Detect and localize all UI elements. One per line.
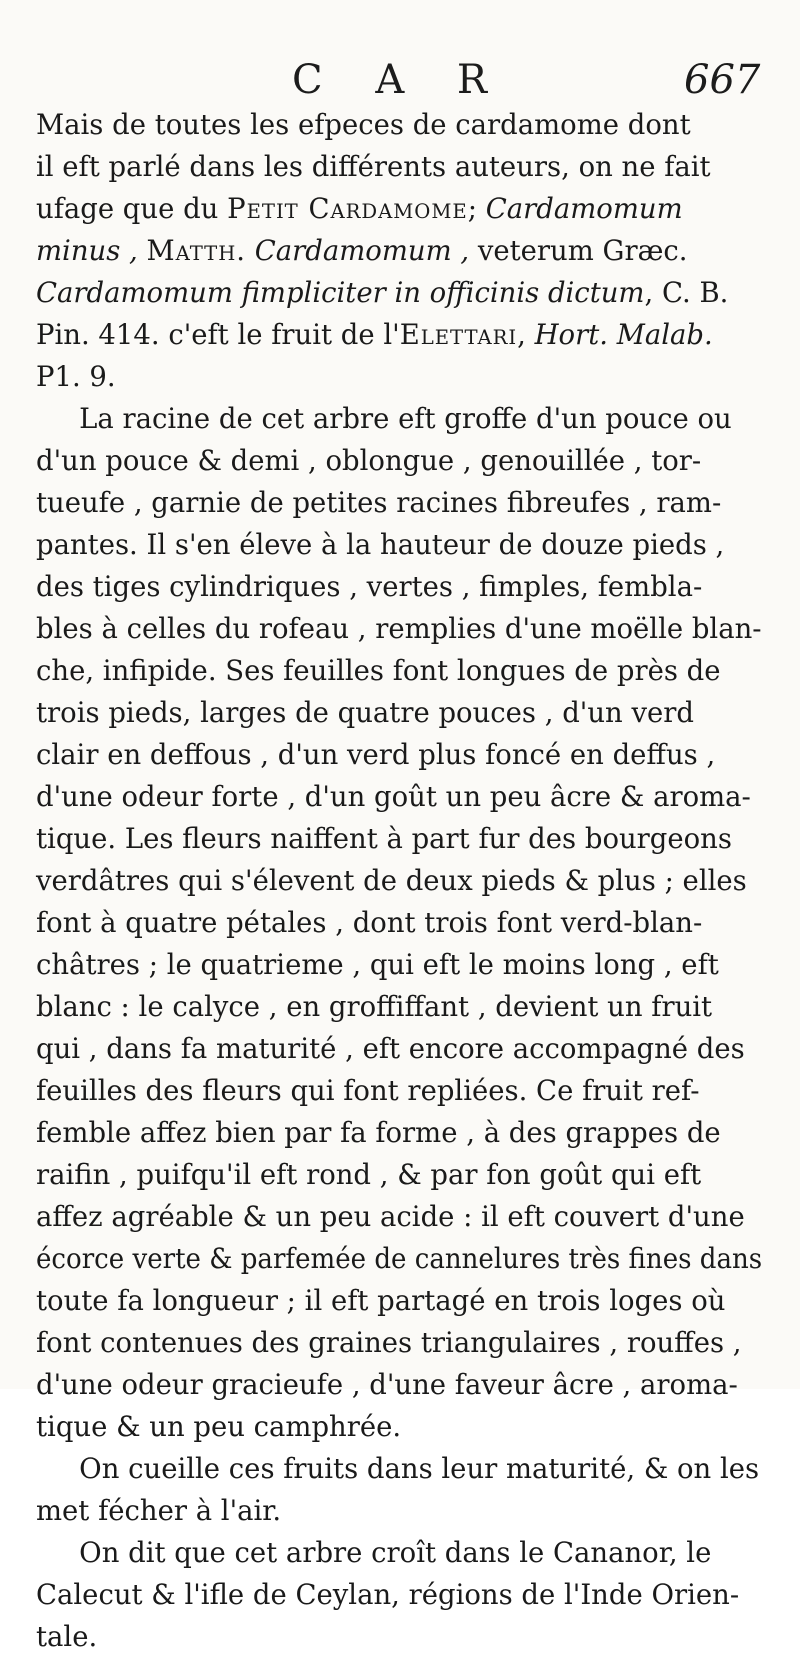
text-run: tique. Les fleurs naiffent à part fur des bourgeons [36,822,732,855]
page-header [0,58,800,108]
text-run: clair en deffous , d'un verd plus foncé en deffus , [36,738,716,771]
text-line [36,734,762,776]
page-number: 667 [684,57,761,103]
text-line [36,1028,762,1070]
text-line [36,818,762,860]
text-run: P1. 9. [36,360,116,393]
text-run: d'un pouce & demi , oblongue , genouillée , tor- [36,444,702,477]
text-line [36,1364,762,1406]
text-run: feuilles des fleurs qui font repliées. Ce fruit ref- [36,1074,700,1107]
text-run: minus , [36,234,147,267]
text-run: trois pieds, larges de quatre pouces , d'un verd [36,696,694,729]
text-line [36,692,762,734]
text-line [36,398,762,440]
text-run: affez agréable & un peu acide : il eft couvert d'une [36,1200,745,1233]
text-run: des tiges cylindriques , vertes , fimples, fembla- [36,570,703,603]
text-run: Cardamomum , [254,234,470,267]
text-run: , C. B. [644,276,729,309]
text-line [36,230,762,272]
text-run: Pin. 414. c'eft le fruit de l' [36,318,400,351]
text-line [36,1322,762,1364]
text-run: bles à celles du rofeau , remplies d'une moëlle blan- [36,612,762,645]
text-run: pantes. Il s'en éleve à la hauteur de douze pieds , [36,528,725,561]
text-line [36,272,762,314]
text-run: met fécher à l'air. [36,1494,282,1527]
text-line [36,1532,762,1574]
text-run: La racine de cet arbre eft groffe d'un pouce ou [79,402,732,435]
text-line [36,902,762,944]
text-line [36,986,762,1028]
text-line [36,608,762,650]
text-run: Mais de toutes les efpeces de cardamome dont [36,108,691,141]
text-run: Matth. [146,234,247,267]
text-run [246,234,255,267]
text-line [36,1196,762,1238]
text-run: On cueille ces fruits dans leur maturité, & on les [79,1452,760,1485]
text-line [36,1070,762,1112]
text-run: , [517,318,535,351]
text-line [36,1406,762,1448]
text-run: d'une odeur gracieufe , d'une faveur âcre , aroma- [36,1368,738,1401]
text-run: tique & un peu camphrée. [36,1410,402,1443]
text-line [36,188,762,230]
text-run: écorce verte & parfemée de cannelures très fines dans [36,1242,763,1275]
text-line [36,1112,762,1154]
text-line [36,566,762,608]
text-run: Cardamomum fimpliciter in officinis dictum [36,276,645,309]
text-line [36,1154,762,1196]
text-run: verdâtres qui s'élevent de deux pieds & plus ; elles [36,864,747,897]
text-run: toute fa longueur ; il eft partagé en trois loges où [36,1284,726,1317]
text-run: On dit que cet arbre croît dans le Cananor, le [79,1536,712,1569]
text-run: font à quatre pétales , dont trois font verd-blan- [36,906,703,939]
text-run: qui , dans fa maturité , eft encore accompagné des [36,1032,745,1065]
text-line [36,776,762,818]
text-run: Cardamomum [485,192,683,225]
text-line [36,356,762,398]
text-run: veterum Græc. [469,234,688,267]
text-run: ufage que du [36,192,228,225]
text-line [36,524,762,566]
text-run: tueufe , garnie de petites racines fibreufes , ram- [36,486,722,519]
text-run: tale. [36,1620,98,1653]
text-line [36,146,762,188]
text-line [36,314,762,356]
text-line [36,1448,762,1490]
text-run: blanc : le calyce , en groffiffant , devient un fruit [36,990,713,1023]
text-line [36,944,762,986]
text-line [36,650,762,692]
text-line [36,860,762,902]
text-run: raifin , puifqu'il eft rond , & par fon goût qui eft [36,1158,702,1191]
text-run: d'une odeur forte , d'un goût un peu âcre & aroma- [36,780,751,813]
text-run: che, infipide. Ses feuilles font longues de près de [36,654,721,687]
text-run: font contenues des graines triangulaires , rouffes , [36,1326,742,1359]
text-run: Petit Cardamome [227,192,468,225]
text-line [36,1238,763,1280]
text-run: il eft parlé dans les différents auteurs, on ne fait [36,150,711,183]
text-run: ; [467,192,486,225]
text-line [36,104,762,146]
text-run: Hort. Malab. [534,318,713,351]
running-head: C A R [292,57,508,103]
text-line [36,482,762,524]
text-run: Calecut & l'ifle de Ceylan, régions de l'Inde Orien- [36,1578,740,1611]
text-run: châtres ; le quatrieme , qui eft le moins long , eft [36,948,719,981]
text-line [36,1280,762,1322]
text-line [36,440,762,482]
text-line [36,1574,762,1616]
body-text [36,104,776,1658]
text-run: Elettari [399,318,518,351]
text-run: femble affez bien par fa forme , à des grappes de [36,1116,721,1149]
text-line [36,1616,762,1658]
text-line [36,1490,762,1532]
